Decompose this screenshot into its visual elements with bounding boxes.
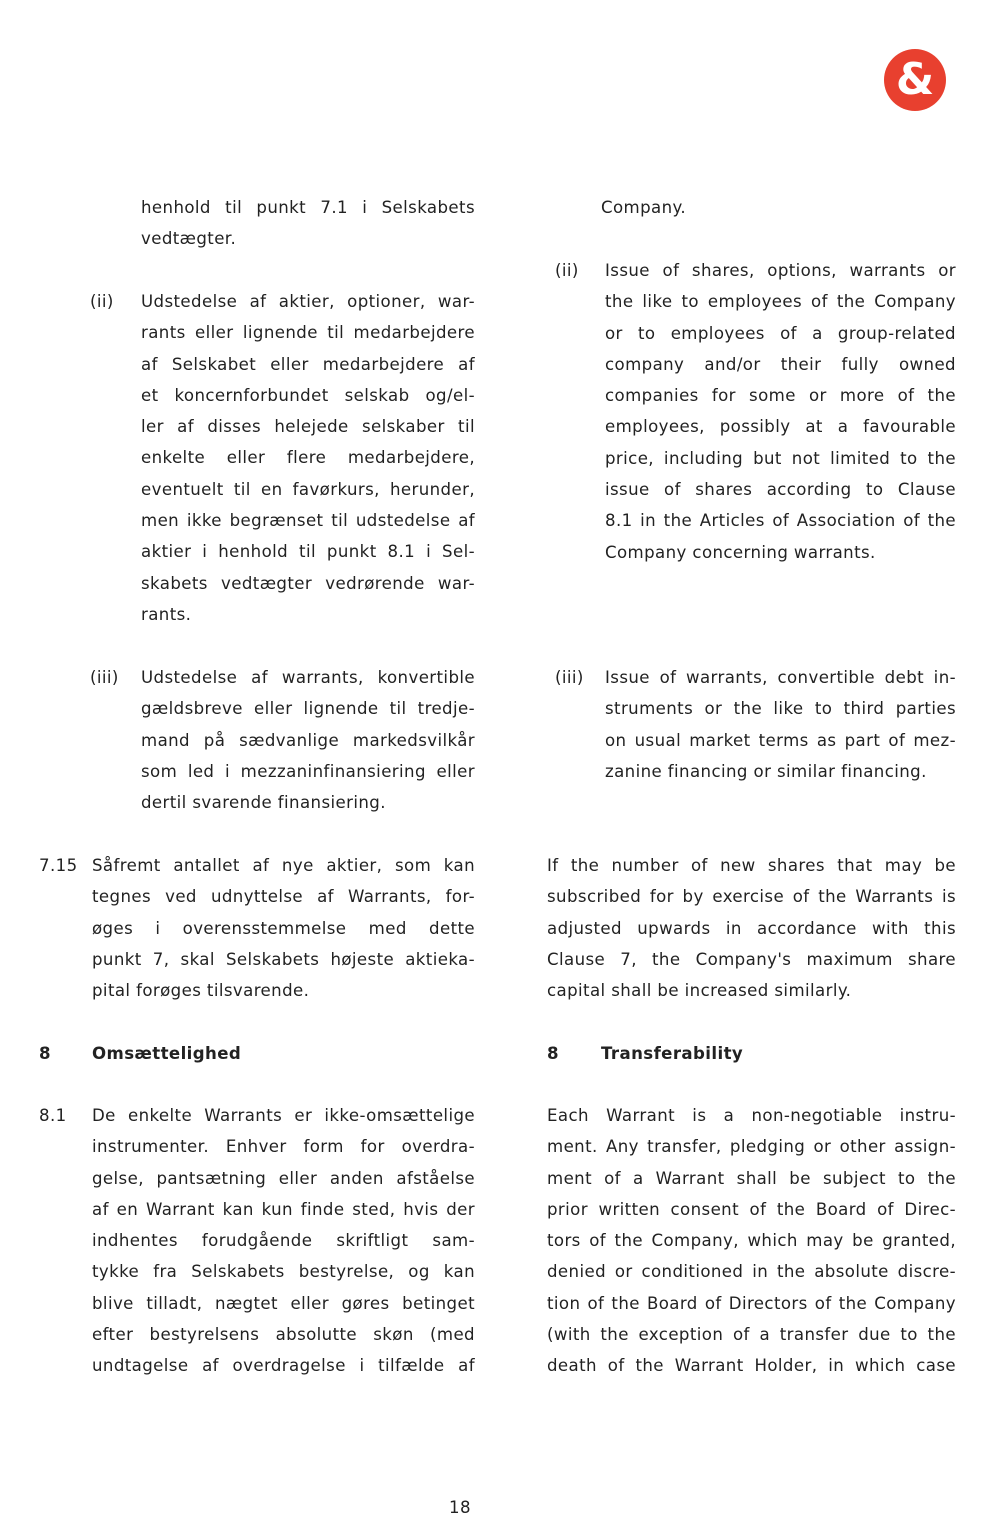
text-line: (with the exception of a transfer due to the (547, 1325, 956, 1345)
text-line: Issue of warrants, convertible debt in- (605, 668, 956, 687)
text-line: blive tilladt, nægtet eller gøres betinget (92, 1293, 475, 1313)
left-clause-7-15-text (92, 850, 475, 1006)
text-line: ler af disses helejede selskaber til (141, 417, 475, 437)
text-line: prior written consent of the Board of Direc- (547, 1199, 956, 1219)
text-line: tion of the Board of Directors of the Company (547, 1293, 956, 1313)
right-item-iii-text (605, 662, 956, 787)
text-line: aktier i henhold til punkt 8.1 i Sel- (141, 542, 475, 562)
text-line: adjusted upwards in accordance with this (547, 918, 956, 938)
left-clause-8-1-number: 8.1 (39, 1106, 67, 1125)
text-line: De enkelte Warrants er ikke-omsættelige (92, 1106, 475, 1125)
text-line: Issue of shares, options, warrants or (605, 261, 956, 280)
text-line: eventuelt til en favørkurs, herunder, (141, 479, 475, 499)
left-item-ii-marker: (ii) (90, 292, 114, 311)
left-item-ii-text (141, 286, 475, 630)
right-item-ii-text (605, 255, 956, 568)
text-line: tegnes ved udnyttelse af Warrants, for- (92, 887, 475, 907)
text-line: dertil svarende finansiering. (141, 793, 386, 813)
right-item-ii-marker: (ii) (555, 261, 579, 280)
text-line: or to employees of a group-related (605, 323, 956, 343)
text-line: men ikke begrænset til udstedelse af (141, 511, 475, 531)
text-line: price, including but not limited to the (605, 448, 956, 468)
text-line: denied or conditioned in the absolute discre- (547, 1262, 956, 1282)
text-line: mand på sædvanlige markedsvilkår (141, 730, 475, 750)
text-line: pital forøges tilsvarende. (92, 981, 310, 1001)
text-line: henhold til punkt 7.1 i Selskabets (141, 198, 475, 217)
text-line: issue of shares according to Clause (605, 480, 956, 500)
company-logo: & (884, 49, 946, 111)
text-line: af en Warrant kan kun finde sted, hvis der (92, 1199, 475, 1219)
text-line: vedtægter. (141, 229, 237, 249)
text-line: death of the Warrant Holder, in which case (547, 1356, 956, 1376)
left-item-iii-marker: (iii) (90, 668, 119, 687)
left-item-iii-text (141, 662, 475, 818)
text-line: zanine financing or similar financing. (605, 761, 927, 781)
text-line: Såfremt antallet af nye aktier, som kan (92, 856, 475, 875)
text-line: rants. (141, 604, 192, 624)
text-line: som led i mezzaninfinansiering eller (141, 761, 475, 781)
right-clause-7-15-text (547, 850, 956, 1006)
right-clause-8-1-text (547, 1100, 956, 1382)
right-section-8-title: Transferability (601, 1044, 744, 1063)
text-line: capital shall be increased similarly. (547, 981, 852, 1001)
text-line: Udstedelse af warrants, konvertible (141, 668, 475, 687)
text-line: Company. (601, 198, 687, 217)
text-line: tors of the Company, which may be granted, (547, 1231, 956, 1251)
left-clause-7-15-number: 7.15 (39, 856, 78, 875)
text-line: on usual market terms as part of mez- (605, 730, 956, 750)
text-line: indhentes forudgående skriftligt sam- (92, 1231, 475, 1251)
text-line: 8.1 in the Articles of Association of the (605, 511, 956, 531)
text-line: øges i overensstemmelse med dette (92, 918, 475, 938)
left-section-8-number: 8 (39, 1044, 51, 1063)
text-line: employees, possibly at a favourable (605, 417, 956, 437)
text-line: gældsbreve eller lignende til tredje- (141, 699, 475, 719)
text-line: Each Warrant is a non-negotiable instru- (547, 1106, 956, 1125)
text-line: af Selskabet eller medarbejdere af (141, 354, 475, 374)
text-line: the like to employees of the Company (605, 292, 956, 312)
right-continuation-text (601, 192, 956, 223)
text-line: gelse, pantsætning eller anden afståelse (92, 1168, 475, 1188)
right-item-iii-marker: (iii) (555, 668, 584, 687)
text-line: et koncernforbundet selskab og/el- (141, 385, 475, 405)
text-line: company and/or their fully owned (605, 354, 956, 374)
text-line: undtagelse af overdragelse i tilfælde af (92, 1356, 475, 1376)
text-line: punkt 7, skal Selskabets højeste aktieka- (92, 949, 475, 969)
text-line: ment of a Warrant shall be subject to the (547, 1168, 956, 1188)
left-section-8-title: Omsættelighed (92, 1044, 242, 1063)
left-continuation-text (141, 192, 475, 255)
left-clause-8-1-text (92, 1100, 475, 1382)
text-line: ment. Any transfer, pledging or other assign- (547, 1137, 956, 1157)
text-line: struments or the like to third parties (605, 699, 956, 719)
text-line: tykke fra Selskabets bestyrelse, og kan (92, 1262, 475, 1282)
page-number: 18 (449, 1498, 471, 1517)
text-line: If the number of new shares that may be (547, 856, 956, 875)
text-line: enkelte eller flere medarbejdere, (141, 448, 475, 468)
text-line: Company concerning warrants. (605, 542, 876, 562)
text-line: subscribed for by exercise of the Warrants is (547, 887, 956, 907)
text-line: instrumenter. Enhver form for overdra- (92, 1137, 475, 1157)
right-section-8-number: 8 (547, 1044, 559, 1063)
text-line: efter bestyrelsens absolutte skøn (med (92, 1325, 475, 1345)
text-line: Clause 7, the Company's maximum share (547, 949, 956, 969)
text-line: rants eller lignende til medarbejdere (141, 323, 475, 343)
text-line: skabets vedtægter vedrørende war- (141, 573, 475, 593)
text-line: Udstedelse af aktier, optioner, war- (141, 292, 475, 311)
text-line: companies for some or more of the (605, 386, 956, 406)
